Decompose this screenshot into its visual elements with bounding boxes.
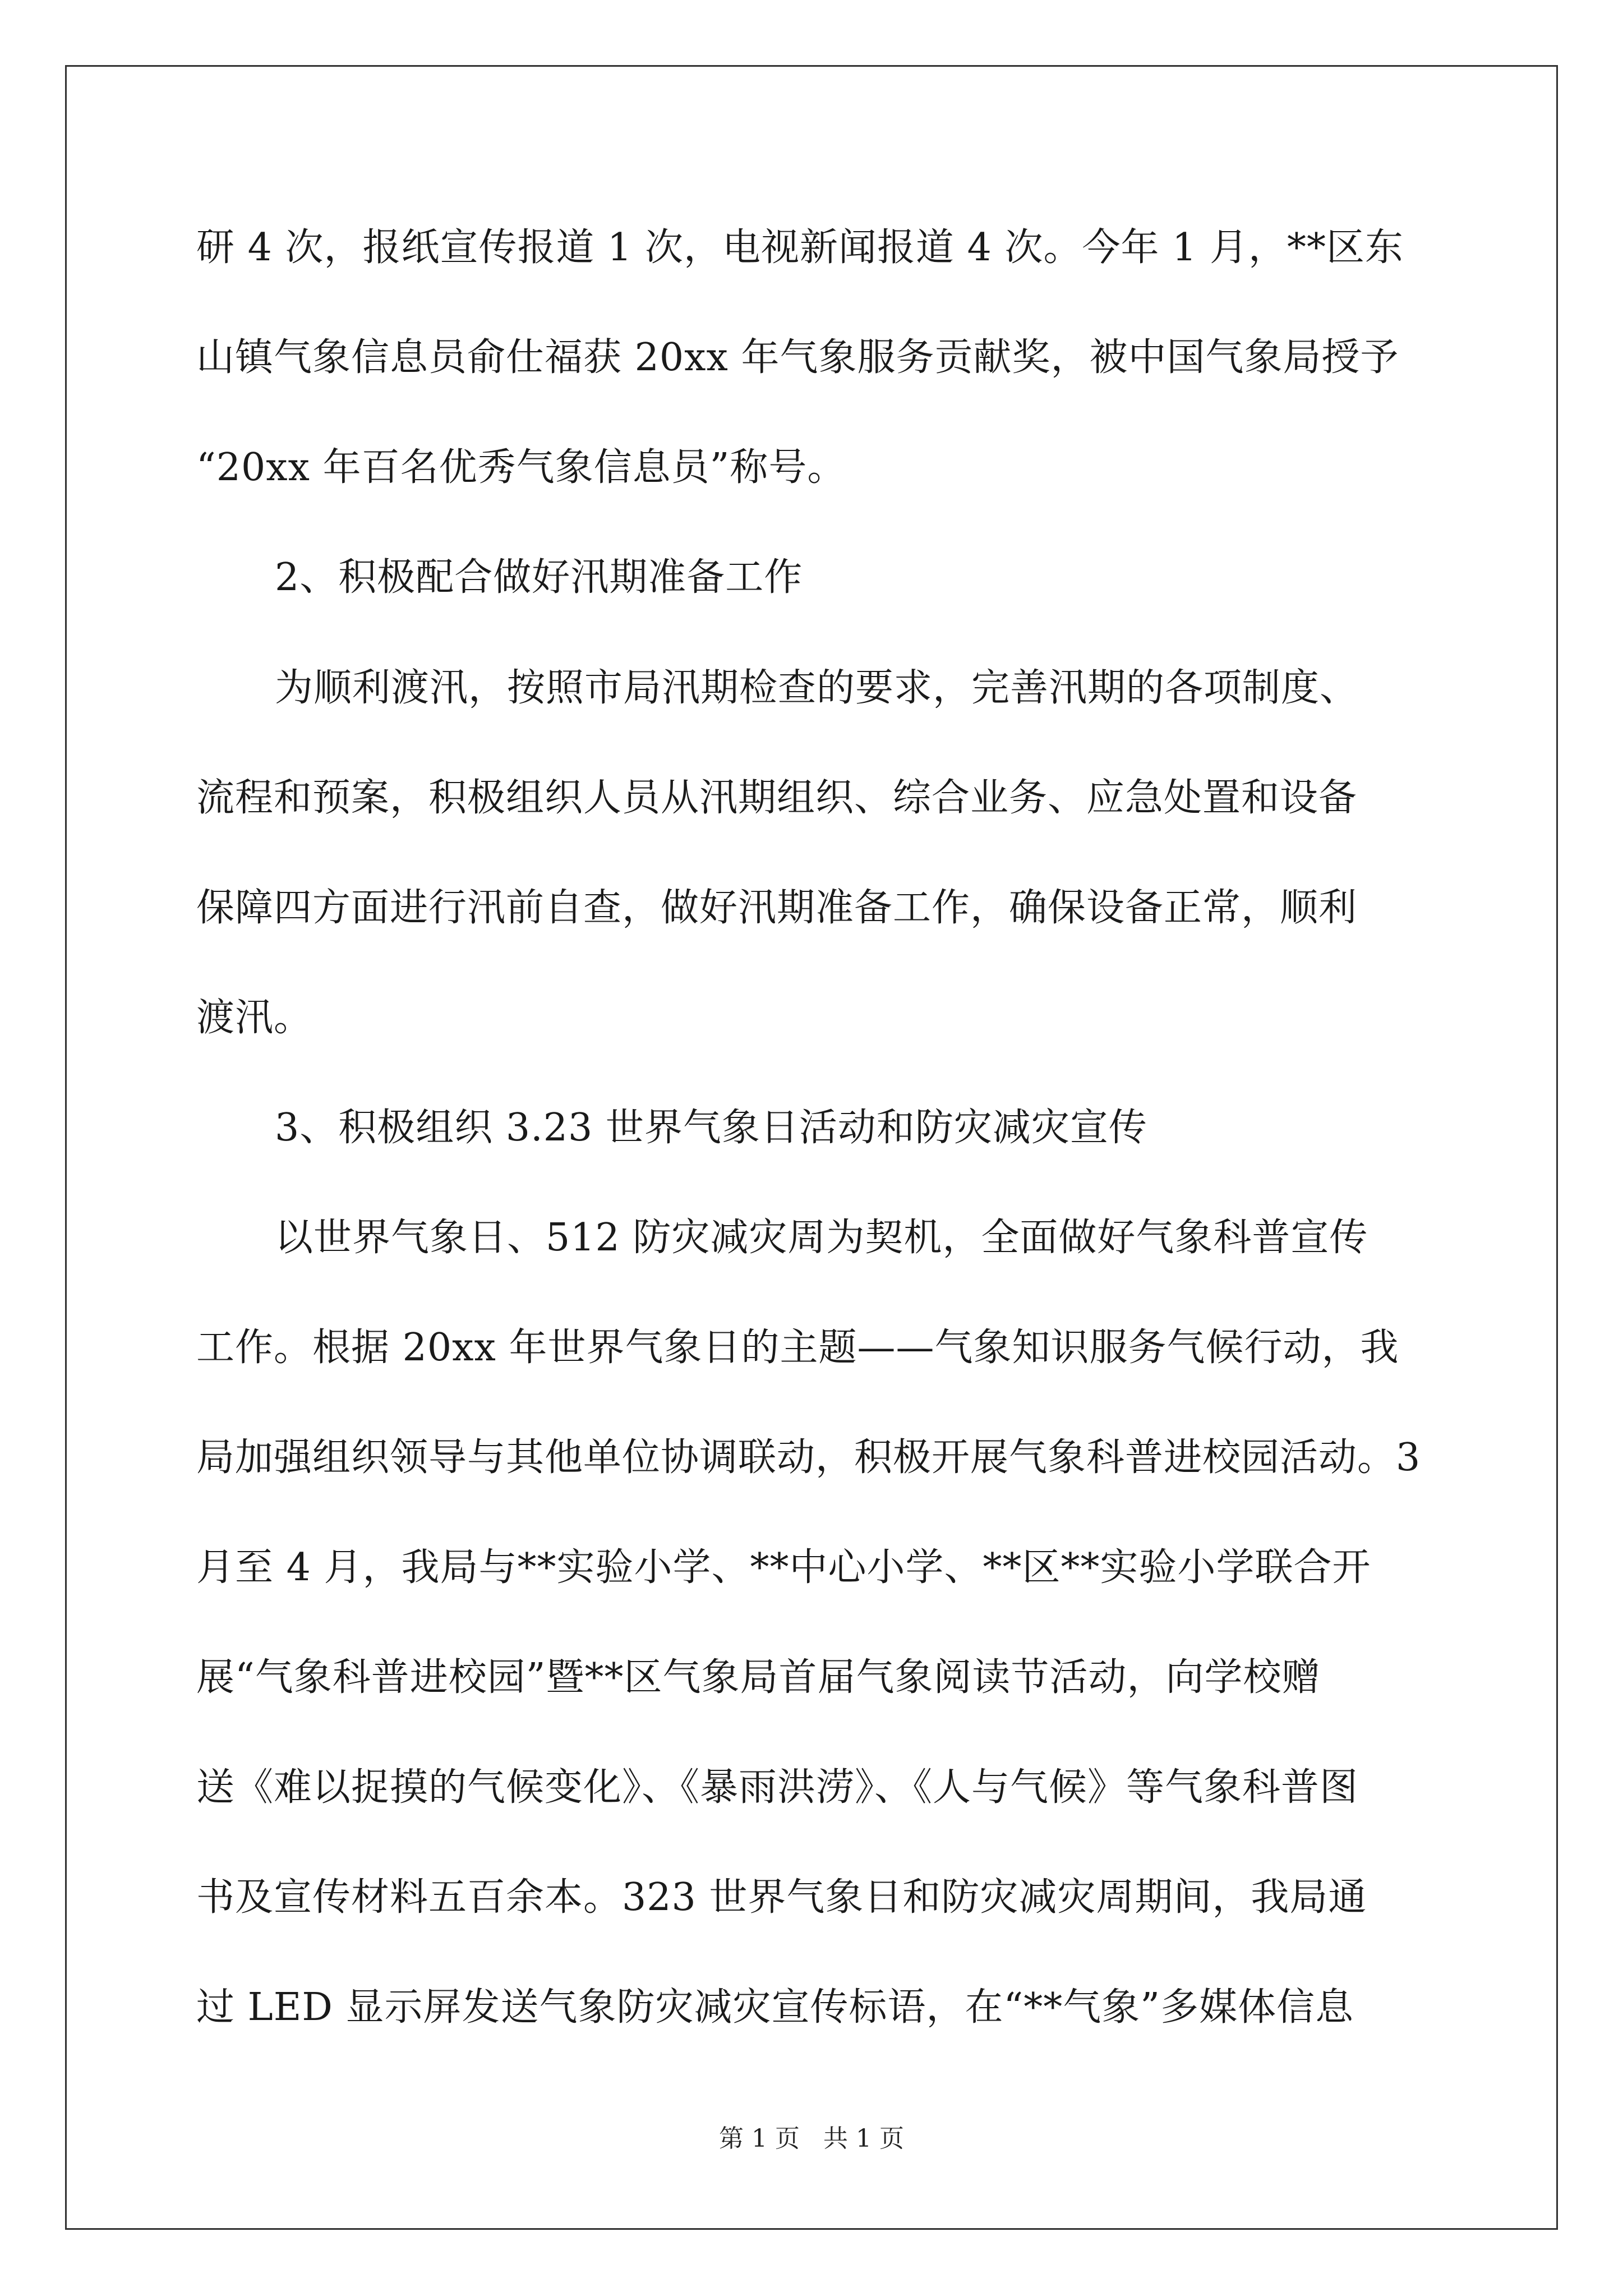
paragraph-line: 过 LED 显示屏发送气象防灾减灾宣传标语，在“**气象”多媒体信息 [196,1985,1354,2030]
page-footer: 第 1 页 共 1 页 [719,2124,904,2153]
paragraph-line: 流程和预案，积极组织人员从汛期组织、综合业务、应急处置和设备 [196,776,1358,820]
paragraph-line: 展“气象科普进校园”暨**区气象局首届气象阅读节活动，向学校赠 [196,1655,1321,1700]
section-heading: 2、积极配合做好汛期准备工作 [275,555,803,600]
paragraph-line: 书及宣传材料五百余本。323 世界气象日和防灾减灾周期间，我局通 [196,1875,1367,1920]
paragraph-line: 送《难以捉摸的气候变化》、《暴雨洪涝》、《人与气候》等气象科普图 [196,1765,1359,1810]
paragraph-line: 保障四方面进行汛前自查，做好汛期准备工作，确保设备正常，顺利 [196,886,1358,930]
paragraph-line: 为顺利渡汛，按照市局汛期检查的要求，完善汛期的各项制度、 [275,666,1359,710]
paragraph-line: 山镇气象信息员俞仕福获 20xx 年气象服务贡献奖，被中国气象局授予 [196,335,1399,380]
paragraph-line: 渡汛。 [196,996,313,1040]
paragraph-line: 以世界气象日、512 防灾减灾周为契机，全面做好气象科普宣传 [275,1216,1368,1260]
section-heading: 3、积极组织 3.23 世界气象日活动和防灾减灾宣传 [275,1106,1147,1150]
paragraph-line: 工作。根据 20xx 年世界气象日的主题——气象知识服务气候行动，我 [196,1326,1399,1370]
paragraph-line: 研 4 次，报纸宣传报道 1 次，电视新闻报道 4 次。今年 1 月，**区东 [196,226,1404,270]
paragraph-line: 局加强组织领导与其他单位协调联动，积极开展气象科普进校园活动。3 [196,1435,1421,1480]
paragraph-line: 月至 4 月，我局与**实验小学、**中心小学、**区**实验小学联合开 [196,1545,1371,1590]
paragraph-line: “20xx 年百名优秀气象信息员”称号。 [196,445,846,490]
